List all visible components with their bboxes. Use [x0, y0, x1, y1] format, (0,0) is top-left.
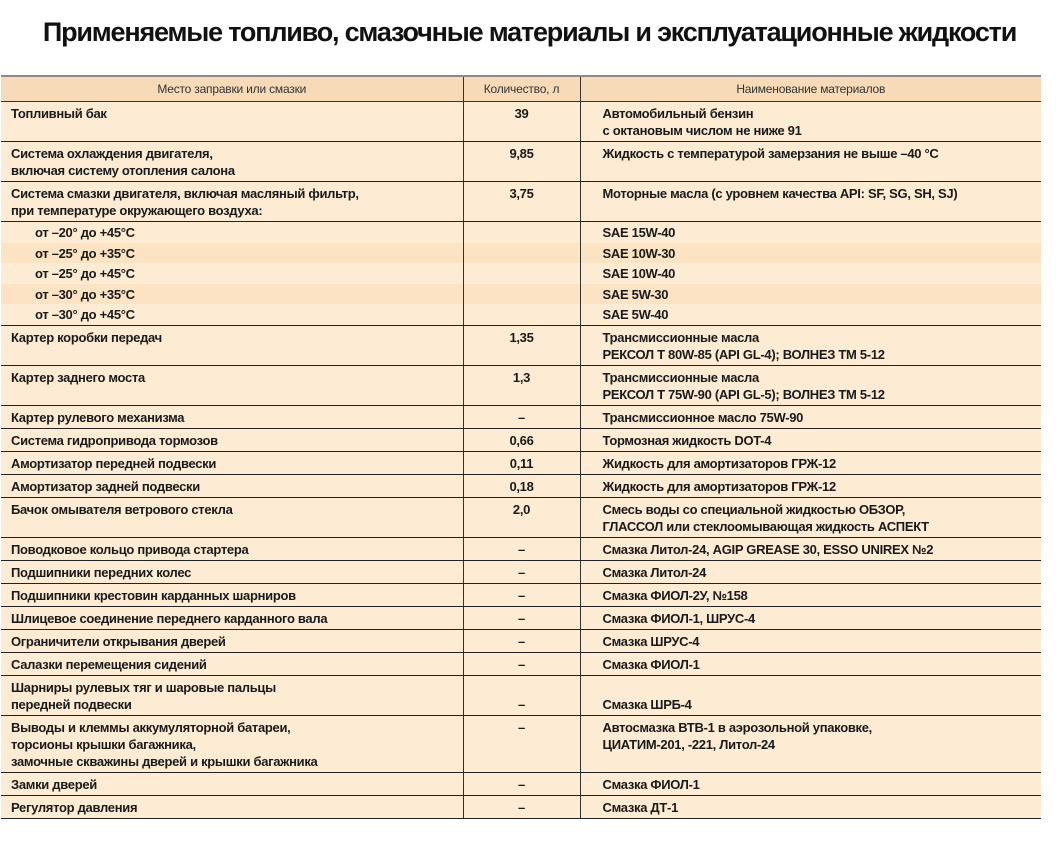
table-row [1, 795, 1041, 818]
table-row [1, 652, 1041, 675]
cell-materials [580, 772, 1041, 795]
cell-quantity [463, 537, 580, 560]
table-row [1, 182, 1041, 222]
place-text-line: Регулятор давления [11, 799, 138, 815]
cell-quantity [463, 222, 580, 243]
cell-materials [580, 365, 1041, 405]
fluids-table [1, 75, 1041, 819]
cell-place [1, 560, 463, 583]
place-text-line: замочные скважины дверей и крышки багажника [11, 753, 318, 769]
place-text-line: от –30° до +45°C [35, 307, 135, 323]
table-row [1, 772, 1041, 795]
cell-place [1, 772, 463, 795]
material-text-line: Смазка ШРБ-4 [602, 696, 692, 712]
cell-materials [580, 629, 1041, 652]
cell-quantity [463, 652, 580, 675]
table-subrow [1, 222, 1041, 243]
material-text-line: Трансмиссионные масла [602, 369, 759, 385]
quantity-value: – [518, 719, 525, 735]
cell-materials [580, 182, 1041, 222]
material-text-line: Смазка ШРУС-4 [602, 633, 700, 649]
cell-materials [580, 142, 1041, 182]
material-text-line: SAE 5W-30 [602, 286, 669, 302]
table-header-row [1, 76, 1041, 102]
cell-materials [580, 652, 1041, 675]
cell-quantity [463, 325, 580, 365]
cell-place [1, 606, 463, 629]
quantity-value: – [518, 656, 525, 672]
place-text-line: Салазки перемещения сидений [11, 656, 207, 672]
cell-quantity [463, 583, 580, 606]
cell-quantity [463, 304, 580, 325]
cell-quantity [463, 284, 580, 305]
material-text-line: Смазка Литол-24, AGIP GREASE 30, ESSO UNIREX №2 [602, 541, 934, 557]
quantity-value: 1,3 [512, 369, 531, 385]
cell-materials [580, 222, 1041, 243]
cell-place [1, 537, 463, 560]
quantity-value: 0,66 [509, 432, 534, 448]
material-text-line: Жидкость с температурой замерзания не выше –40 °C [602, 146, 939, 161]
cell-materials [580, 497, 1041, 537]
cell-quantity [463, 675, 580, 715]
cell-quantity [463, 142, 580, 182]
place-text-line: Подшипники передних колес [11, 564, 192, 580]
cell-materials [580, 537, 1041, 560]
cell-materials [580, 102, 1041, 142]
cell-materials [580, 795, 1041, 818]
material-text-line: Смазка ФИОЛ-1, ШРУС-4 [602, 610, 755, 626]
place-text-line: Амортизатор передней подвески [11, 455, 217, 471]
quantity-value: – [518, 696, 525, 712]
quantity-value: 39 [514, 106, 529, 121]
cell-quantity [463, 606, 580, 629]
table-row [1, 537, 1041, 560]
quantity-value: 1,35 [509, 329, 534, 345]
quantity-value: 2,0 [512, 501, 531, 517]
cell-materials [580, 606, 1041, 629]
cell-quantity [463, 497, 580, 537]
table-row [1, 102, 1041, 142]
material-text-line: Трансмиссионное масло 75W-90 [602, 409, 804, 425]
cell-place [1, 182, 463, 222]
cell-quantity [463, 772, 580, 795]
quantity-value: – [518, 409, 525, 425]
place-text-line: от –25° до +45°C [35, 266, 135, 282]
place-text-line: Поводковое кольцо привода стартера [11, 541, 249, 557]
material-text-line: Автосмазка ВТВ-1 в аэрозольной упаковке, [602, 719, 872, 735]
cell-materials [580, 474, 1041, 497]
place-text-line: Система гидропривода тормозов [11, 432, 218, 448]
place-text-line: Подшипники крестовин карданных шарниров [11, 587, 296, 603]
cell-quantity [463, 560, 580, 583]
cell-place [1, 263, 463, 284]
cell-place [1, 325, 463, 365]
cell-materials [580, 284, 1041, 305]
cell-place [1, 365, 463, 405]
cell-place [1, 583, 463, 606]
place-text-line: Бачок омывателя ветрового стекла [11, 501, 233, 517]
cell-quantity [463, 474, 580, 497]
table-row [1, 497, 1041, 537]
cell-materials [580, 428, 1041, 451]
cell-place [1, 652, 463, 675]
place-text-line: Амортизатор задней подвески [11, 478, 200, 494]
place-text-line: передней подвески [11, 696, 132, 712]
cell-quantity [463, 715, 580, 772]
place-text-line: Система смазки двигателя, включая масляный фильтр, [11, 186, 359, 201]
cell-place [1, 629, 463, 652]
cell-place [1, 142, 463, 182]
cell-quantity [463, 795, 580, 818]
cell-materials [580, 405, 1041, 428]
cell-place [1, 428, 463, 451]
cell-place [1, 304, 463, 325]
column-header-quantity: Количество, л [463, 76, 580, 102]
material-text-line: Тормозная жидкость DOT-4 [602, 432, 772, 448]
quantity-value: – [518, 610, 525, 626]
cell-materials [580, 715, 1041, 772]
table-row [1, 606, 1041, 629]
material-text-line: Трансмиссионные масла [602, 329, 759, 345]
cell-place [1, 675, 463, 715]
place-text-line: торсионы крышки багажника, [11, 736, 196, 752]
place-text-line: при температуре окружающего воздуха: [11, 203, 263, 218]
place-text-line: Картер заднего моста [11, 369, 145, 385]
material-text-line: ГЛАССОЛ или стеклоомывающая жидкость АСПЕКТ [602, 518, 929, 534]
table-subrow [1, 263, 1041, 284]
cell-quantity [463, 405, 580, 428]
material-text-line: Смесь воды со специальной жидкостью ОБЗОР, [602, 501, 906, 517]
table-subrow [1, 243, 1041, 264]
cell-materials [580, 325, 1041, 365]
table-row [1, 325, 1041, 365]
place-text-line: Картер рулевого механизма [11, 409, 185, 425]
quantity-value: – [518, 564, 525, 580]
table-body [1, 102, 1041, 819]
material-text-line: SAE 10W-30 [602, 245, 676, 261]
cell-place [1, 474, 463, 497]
cell-materials [580, 304, 1041, 325]
table-row [1, 583, 1041, 606]
cell-place [1, 222, 463, 243]
material-text-line: РЕКСОЛ Т 80W-85 (API GL-4); ВОЛНЕЗ ТМ 5-12 [602, 346, 885, 362]
quantity-value: 9,85 [509, 146, 534, 161]
material-text-line: SAE 5W-40 [602, 307, 669, 323]
material-text-line: SAE 15W-40 [602, 225, 676, 240]
place-text-line: Замки дверей [11, 776, 97, 792]
table-row [1, 365, 1041, 405]
cell-quantity [463, 451, 580, 474]
table-row [1, 142, 1041, 182]
column-header-place: Место заправки или смазки [1, 76, 463, 102]
column-header-materials: Наименование материалов [580, 76, 1041, 102]
cell-quantity [463, 629, 580, 652]
material-text-line: с октановым числом не ниже 91 [602, 123, 802, 138]
place-text-line: включая систему отопления салона [11, 163, 235, 178]
place-text-line: Топливный бак [11, 106, 107, 121]
table-row [1, 428, 1041, 451]
cell-materials [580, 560, 1041, 583]
cell-materials [580, 675, 1041, 715]
page-title: Применяемые топливо, смазочные материалы и эксплуатационные жидкости [42, 17, 1017, 47]
cell-place [1, 497, 463, 537]
spacer [464, 679, 580, 696]
table-row [1, 675, 1041, 715]
table-subrow [1, 304, 1041, 325]
cell-quantity [463, 182, 580, 222]
material-text-line: Автомобильный бензин [602, 106, 754, 121]
cell-quantity [463, 243, 580, 264]
quantity-value: 0,11 [509, 455, 534, 471]
table-row [1, 560, 1041, 583]
material-text-line: Смазка ДТ-1 [602, 799, 678, 815]
table-row [1, 405, 1041, 428]
material-text-line: SAE 10W-40 [602, 266, 676, 282]
material-text-line: Смазка ФИОЛ-1 [602, 656, 700, 672]
cell-place [1, 243, 463, 264]
cell-materials [580, 243, 1041, 264]
cell-place [1, 715, 463, 772]
table-subrow [1, 284, 1041, 305]
quantity-value: – [518, 541, 525, 557]
table-row [1, 451, 1041, 474]
table-row [1, 474, 1041, 497]
material-text-line: Смазка ФИОЛ-1 [602, 776, 700, 792]
cell-place [1, 284, 463, 305]
cell-quantity [463, 428, 580, 451]
cell-quantity [463, 102, 580, 142]
quantity-value: – [518, 799, 525, 815]
place-text-line: Выводы и клеммы аккумуляторной батареи, [11, 719, 291, 735]
cell-quantity [463, 365, 580, 405]
quantity-value: – [518, 633, 525, 649]
place-text-line: Картер коробки передач [11, 329, 162, 345]
place-text-line: Шарниры рулевых тяг и шаровые пальцы [11, 679, 276, 695]
place-text-line: Ограничители открывания дверей [11, 633, 226, 649]
cell-place [1, 795, 463, 818]
material-text-line: Смазка Литол-24 [602, 564, 707, 580]
cell-materials [580, 451, 1041, 474]
cell-place [1, 451, 463, 474]
material-text-line: ЦИАТИМ-201, -221, Литол-24 [602, 736, 775, 752]
cell-materials [580, 263, 1041, 284]
material-text-line: Жидкость для амортизаторов ГРЖ-12 [602, 455, 836, 471]
material-text-line: Жидкость для амортизаторов ГРЖ-12 [602, 478, 836, 494]
material-text-line [603, 679, 1042, 696]
place-text-line: от –20° до +45°C [35, 225, 135, 240]
quantity-value: 0,18 [509, 478, 534, 494]
place-text-line: Шлицевое соединение переднего карданного вала [11, 610, 328, 626]
cell-materials [580, 583, 1041, 606]
quantity-value: 3,75 [509, 186, 534, 201]
cell-place [1, 102, 463, 142]
material-text-line: Смазка ФИОЛ-2У, №158 [602, 587, 748, 603]
cell-place [1, 405, 463, 428]
table-row [1, 715, 1041, 772]
cell-quantity [463, 263, 580, 284]
quantity-value: – [518, 587, 525, 603]
material-text-line: РЕКСОЛ Т 75W-90 (API GL-5); ВОЛНЕЗ ТМ 5-12 [602, 386, 885, 402]
place-text-line: от –25° до +35°C [35, 245, 135, 261]
table-row [1, 629, 1041, 652]
place-text-line: от –30° до +35°C [35, 286, 135, 302]
place-text-line: Система охлаждения двигателя, [11, 146, 213, 161]
material-text-line: Моторные масла (с уровнем качества API: SF, SG, SH, SJ) [602, 186, 958, 201]
quantity-value: – [518, 776, 525, 792]
